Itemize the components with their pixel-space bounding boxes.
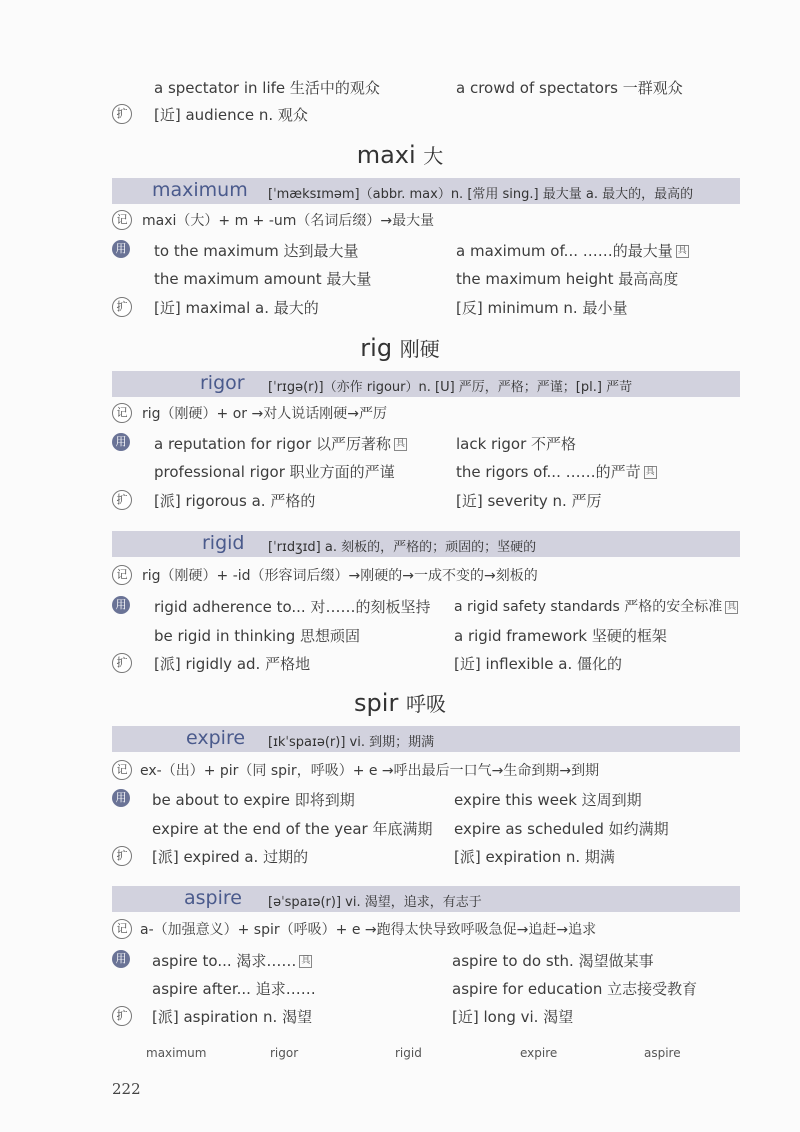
memo-icon: 记	[112, 565, 132, 585]
tag-icon: 具	[301, 956, 311, 966]
headword: aspire	[184, 887, 242, 909]
root-heading-spir	[0, 688, 800, 717]
headword: expire	[186, 727, 246, 749]
memo-text: a-（加强意义）+ spir（呼吸）+ e →跑得太快导致呼吸急促→追赶→追求	[140, 922, 597, 938]
usage-row: a maximum of... ……的最大量 具	[456, 242, 687, 260]
expand-icon: 扩	[112, 490, 132, 510]
tag-icon: 具	[645, 467, 655, 477]
definition: [ˈmæksɪməm]（abbr. max）n. [常用 sing.] 最大量 a. 最大的，最高的	[268, 187, 694, 202]
root-word: rig	[360, 334, 393, 362]
usage-row: a crowd of spectators 一群观众	[456, 79, 683, 97]
usage-row: a spectator in life 生活中的观众	[154, 79, 380, 97]
footer-word: rigor	[270, 1046, 299, 1060]
usage-row: expire as scheduled 如约满期	[454, 820, 669, 838]
usage-row: expire this week 这周到期	[454, 791, 642, 809]
definition: [əˈspaɪə(r)] vi. 渴望，追求，有志于	[268, 895, 482, 910]
usage-row: aspire to do sth. 渴望做某事	[452, 952, 654, 970]
usage-row: be about to expire 即将到期	[152, 791, 355, 809]
headword: rigid	[202, 532, 245, 554]
tag-icon: 具	[727, 601, 737, 612]
footer-word: rigid	[395, 1046, 422, 1060]
usage-row: rigid adherence to... 对……的刻板坚持	[154, 598, 431, 616]
root-word: spir	[354, 689, 399, 717]
usage-icon: 用	[112, 950, 130, 968]
extension-row: [派] aspiration n. 渴望	[152, 1008, 313, 1026]
extension-row: [近] severity n. 严厉	[456, 492, 602, 510]
root-word: maxi	[356, 141, 416, 169]
entry-bar-rigid	[112, 531, 740, 557]
memo-icon: 记	[112, 403, 132, 423]
memo-text: maxi（大）+ m + -um（名词后缀）→最大量	[142, 213, 435, 229]
extension-row: [派] rigidly ad. 严格地	[154, 655, 311, 673]
definition: [ˈrɪdʒɪd] a. 刻板的，严格的；顽固的；坚硬的	[268, 540, 537, 555]
memo-icon: 记	[112, 210, 132, 230]
usage-row: the maximum height 最高高度	[456, 270, 679, 288]
expand-icon: 扩	[112, 653, 132, 673]
footer-word: aspire	[644, 1046, 681, 1060]
usage-row: aspire for education 立志接受教育	[452, 980, 698, 998]
usage-row: aspire to... 渴求…… 具	[152, 952, 311, 970]
memo-icon: 记	[112, 760, 132, 780]
extension-row: [近] long vi. 渴望	[452, 1008, 574, 1026]
extension-row: [近] inflexible a. 僵化的	[454, 655, 623, 673]
usage-row: aspire after... 追求……	[152, 980, 316, 998]
headword: maximum	[152, 179, 248, 201]
tag-icon: 具	[677, 246, 687, 256]
usage-row: expire at the end of the year 年底满期	[152, 820, 433, 838]
usage-icon: 用	[112, 433, 130, 451]
usage-row: the maximum amount 最大量	[154, 270, 372, 288]
extension-row: [近] audience n. 观众	[154, 106, 308, 124]
root-meaning: 刚硬	[399, 337, 440, 361]
extension-row: [派] expired a. 过期的	[152, 848, 309, 866]
root-heading-maxi	[0, 140, 800, 169]
entry-bar-maximum	[112, 178, 740, 204]
usage-row: lack rigor 不严格	[456, 435, 577, 453]
root-meaning: 呼吸	[405, 692, 446, 716]
root-meaning: 大	[423, 144, 444, 168]
usage-row: a rigid framework 坚硬的框架	[454, 627, 667, 645]
usage-icon: 用	[112, 789, 130, 807]
root-heading-rig	[0, 333, 800, 362]
memo-text: ex-（出）+ pir（同 spir，呼吸）+ e →呼出最后一口气→生命到期→到期	[140, 763, 600, 779]
tag-icon: 具	[396, 439, 406, 449]
extension-row: [反] minimum n. 最小量	[456, 299, 628, 317]
usage-row: a rigid safety standards 严格的安全标准 具	[454, 599, 737, 615]
usage-icon: 用	[112, 240, 130, 258]
expand-icon: 扩	[112, 846, 132, 866]
expand-icon: 扩	[112, 104, 132, 124]
usage-row: be rigid in thinking 思想顽固	[154, 627, 360, 645]
footer-word: maximum	[146, 1046, 207, 1060]
entry-bar-rigor	[112, 371, 740, 397]
usage-row: a reputation for rigor 以严厉著称 具	[154, 435, 406, 453]
usage-row: the rigors of... ……的严苛 具	[456, 463, 655, 481]
definition: [ˈrɪgə(r)]（亦作 rigour）n. [U] 严厉，严格；严谨；[pl.] 严苛	[268, 380, 633, 395]
extension-row: [派] expiration n. 期满	[454, 848, 615, 866]
expand-icon: 扩	[112, 297, 132, 317]
usage-row: to the maximum 达到最大量	[154, 242, 359, 260]
extension-row: [近] maximal a. 最大的	[154, 299, 319, 317]
usage-icon: 用	[112, 596, 130, 614]
extension-row: [派] rigorous a. 严格的	[154, 492, 316, 510]
definition: [ɪkˈspaɪə(r)] vi. 到期；期满	[268, 735, 435, 750]
footer-word: expire	[520, 1046, 558, 1060]
memo-icon: 记	[112, 919, 132, 939]
usage-row: professional rigor 职业方面的严谨	[154, 463, 395, 481]
headword: rigor	[200, 372, 245, 394]
memo-text: rig（刚硬）+ or →对人说话刚硬→严厉	[142, 406, 387, 422]
page-number: 222	[112, 1080, 141, 1098]
memo-text: rig（刚硬）+ -id（形容词后缀）→刚硬的→一成不变的→刻板的	[142, 568, 538, 584]
entry-bar-aspire	[112, 886, 740, 912]
expand-icon: 扩	[112, 1006, 132, 1026]
entry-bar-expire	[112, 726, 740, 752]
